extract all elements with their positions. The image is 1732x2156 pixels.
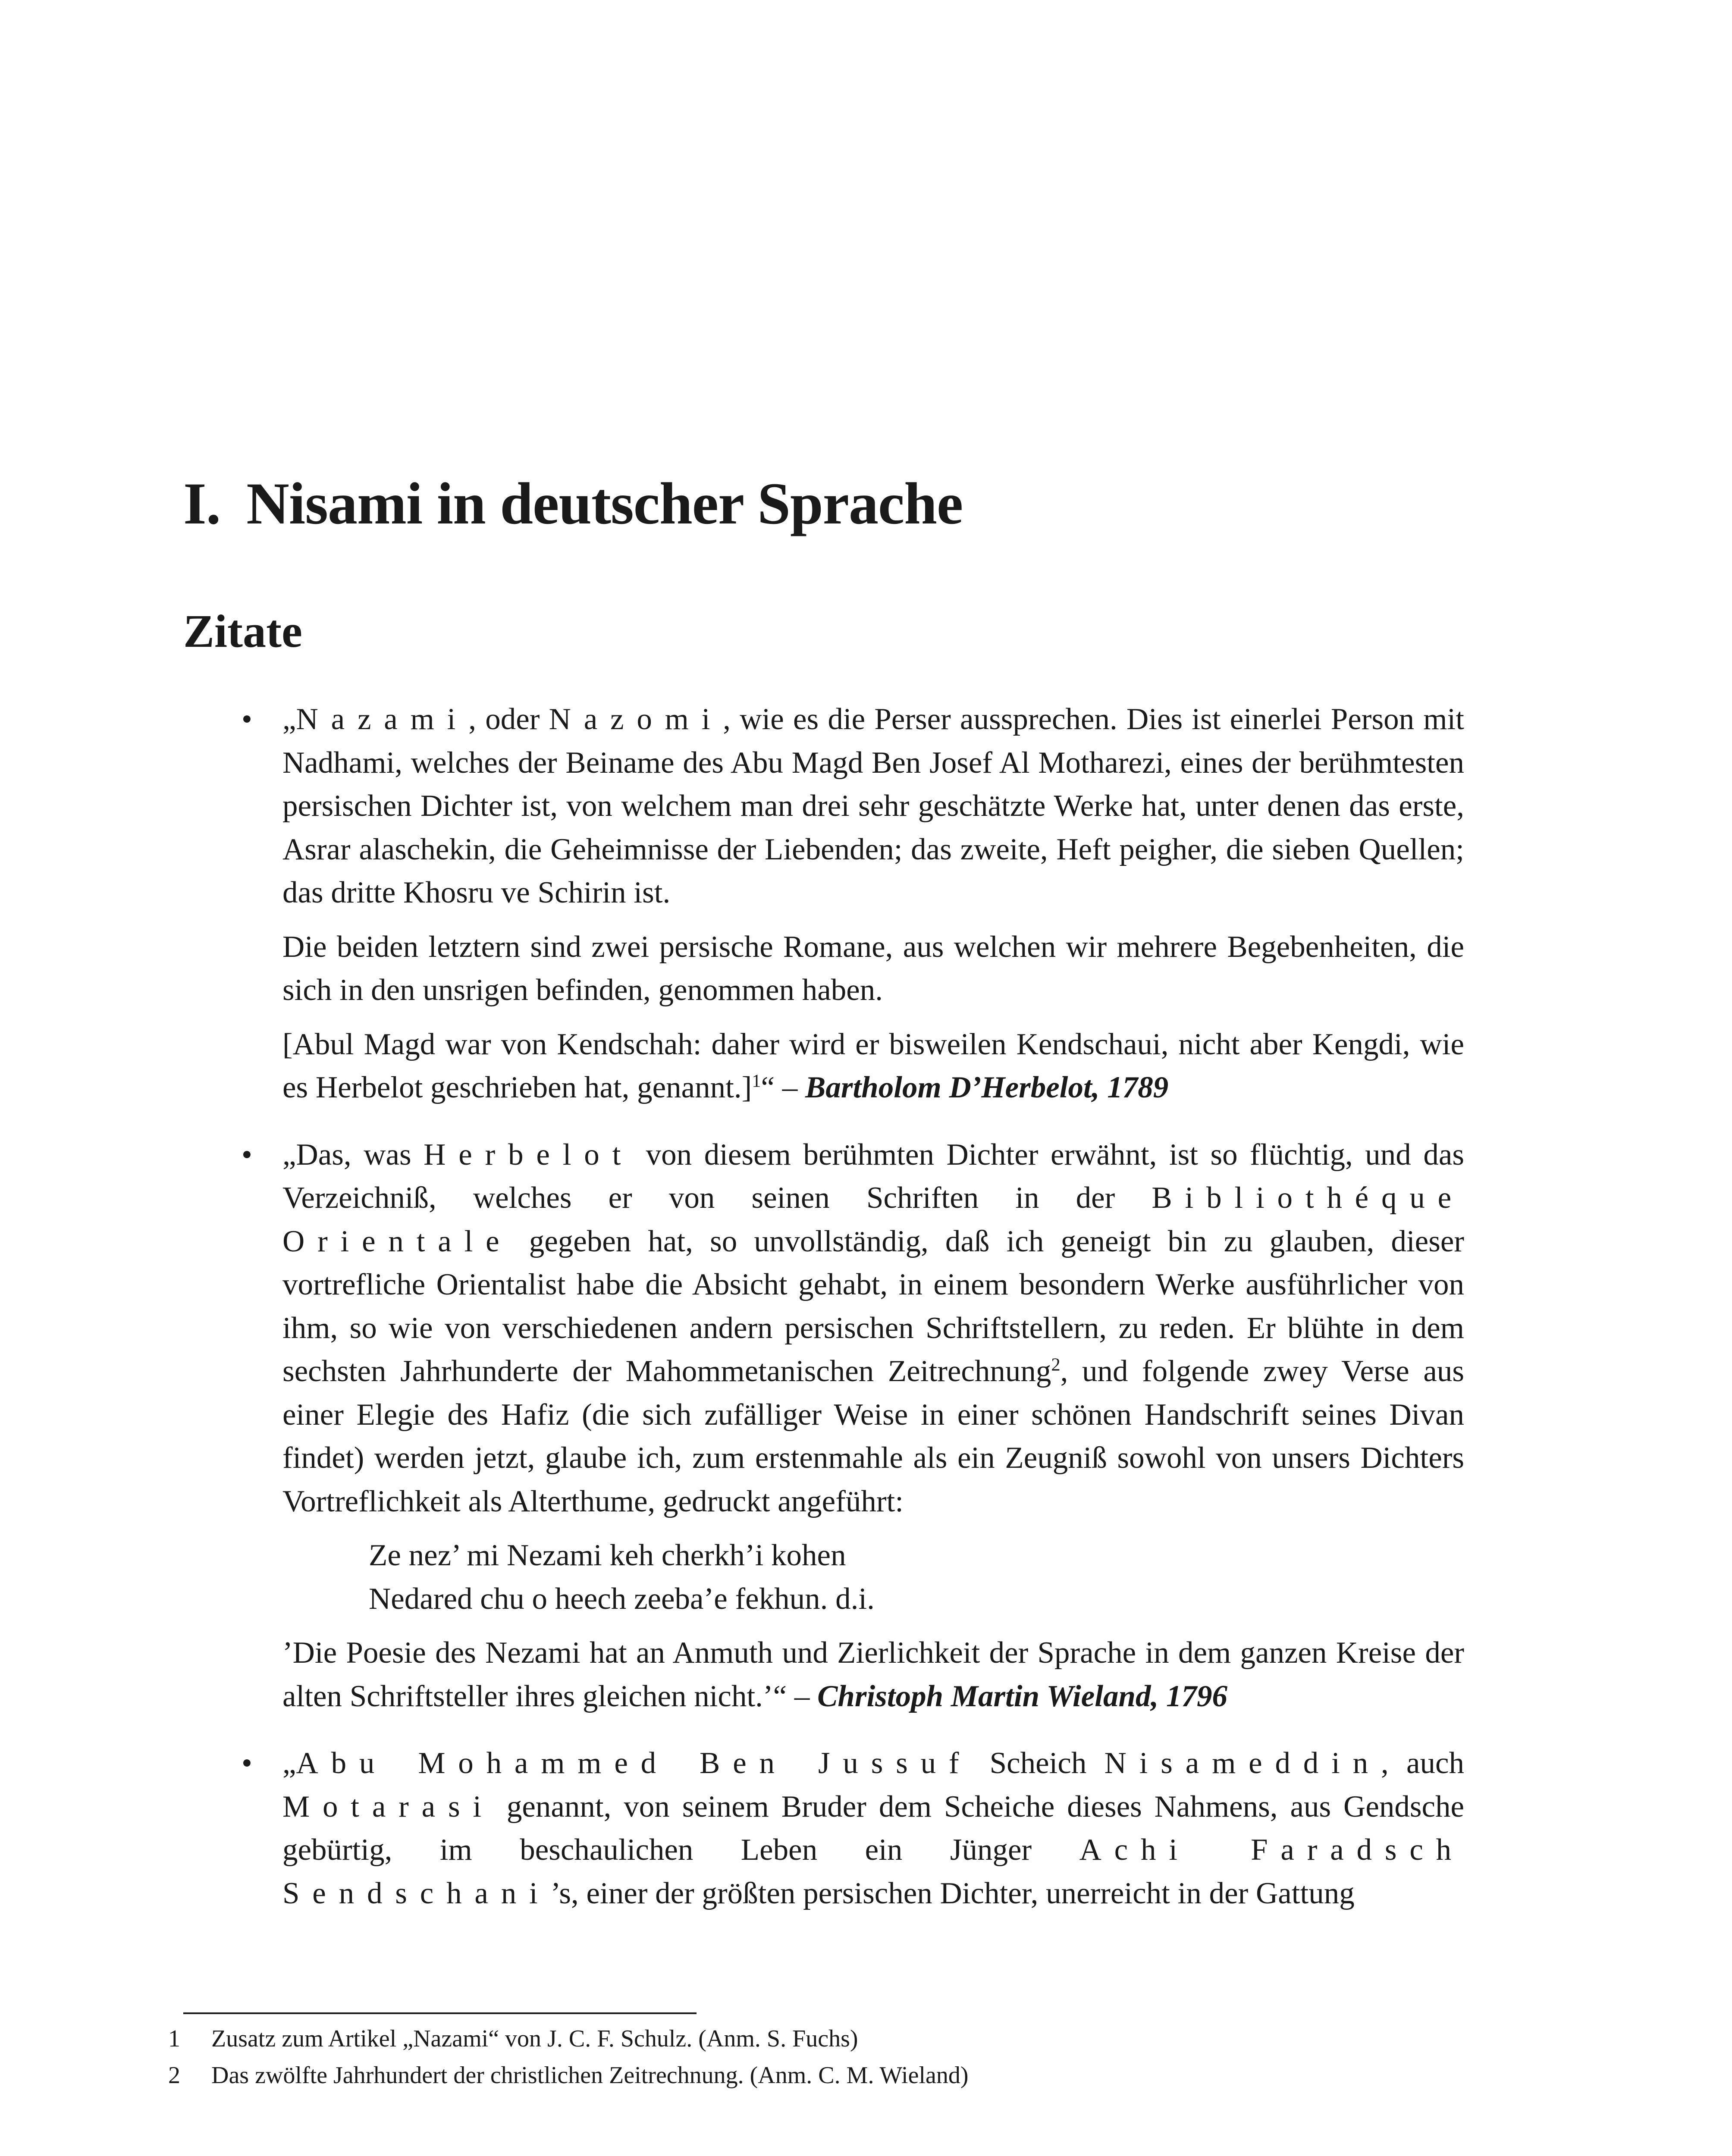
spaced-name: Herbelot [424, 1138, 634, 1172]
verse-line: Ze nez’ mi Nezami keh cherkh’i kohen [369, 1539, 846, 1572]
chapter-number: I. [183, 470, 221, 536]
spaced-name: Motarasi [282, 1789, 494, 1824]
footnote-text: Das zwölfte Jahrhundert der christlichen Zeitrechnung. (Anm. C. M. Wieland) [211, 2062, 969, 2089]
spaced-name: Nisameddin [1104, 1746, 1381, 1780]
verse-block [369, 1534, 1464, 1620]
quote-paragraph: „Das, was Herbelot von diesem berühmten Dichter erwähnt, ist so flüchtig, und das Verzeichniß, welches er von seinen Schriften in der Bibliothéque Orientale gegeben hat, so unvollständig, daß ich geneigt bin zu glauben, dieser vortrefliche Orientalist habe die Absicht gehabt, in einem besondern Werke ausführlicher von ihm, so wie von verschiedenen andern persischen Schriftstellern, zu reden. Er blühte in dem sechsten Jahrhunderte der Mahommetanischen Zeitrechnung$^2$, und folgende zwey Verse aus einer Elegie des Hafiz (die sich zufälliger Weise in einer schönen Handschrift seines Divan findet) werden jetzt, glaube ich, zum erstenmahle als ein Zeugniß sowohl von unsers Dichters Vortreflichkeit als Alterthume, gedruckt angeführt: [282, 1138, 1464, 1518]
footnote-ref: 2 [1051, 1354, 1061, 1375]
spaced-name: Nazomi [549, 702, 723, 736]
quote-paragraph: ’Die Poesie des Nezami hat an Anmuth und Zierlichkeit der Sprache in dem ganzen Kreise der alten Schriftsteller ihres gleichen nicht.’“ – Christoph Martin Wieland, 1796 [282, 1636, 1464, 1713]
spaced-name: Bibliothéque Orientale [282, 1181, 1464, 1258]
quote-item-herbelot [242, 698, 1464, 1109]
footnote-1 [168, 2021, 1462, 2056]
quote-paragraph: [Abul Magd war von Kendschah: daher wird er bisweilen Kendschaui, nicht aber Kengdi, wie es Herbelot geschrieben hat, genannt.]$^1$“ – Bartholom D’Herbelot, 1789 [282, 1027, 1464, 1104]
chapter-heading [183, 468, 963, 539]
spaced-name: Achi Faradsch Sendschani [282, 1833, 1464, 1910]
footnote-number: 1 [168, 2025, 180, 2052]
verse-line: Nedared chu o heech zeeba’e fekhun. d.i. [369, 1582, 875, 1616]
bullet: • [242, 1138, 252, 1172]
quote-paragraph: „Abu Mohammed Ben Jussuf Scheich Nisameddin, auch Motarasi genannt, von seinem Bruder dem Scheiche dieses Nahmens, aus Gendsche gebürtig, im beschaulichen Leben ein Jünger Achi Faradsch Sendschani’s, einer der größten persischen Dichter, unerreicht in der Gattung [282, 1746, 1464, 1910]
footnote-rule [183, 2012, 697, 2014]
quote-attribution: Bartholom D’Herbelot, 1789 [805, 1071, 1169, 1104]
footnote-2 [168, 2058, 1462, 2093]
quote-paragraph: „Nazami, oder Nazomi, wie es die Perser aussprechen. Dies ist einerlei Person mit Nadhami, welches der Beiname des Abu Magd Ben Josef Al Motharezi, eines der berühmtesten persischen Dichter ist, von welchem man drei sehr geschätzte Werke hat, unter denen das erste, Asrar alaschekin, die Geheimnisse der Liebenden; das zweite, Heft peigher, die sieben Quellen; das dritte Khosru ve Schirin ist. [282, 702, 1464, 909]
footnote-text: Zusatz zum Artikel „Nazami“ von J. C. F. Schulz. (Anm. S. Fuchs) [211, 2025, 858, 2052]
quote-item-nisameddin [242, 1742, 1464, 1915]
section-heading: Zitate [183, 606, 302, 657]
bullet: • [242, 1746, 252, 1780]
chapter-title: Nisami in deutscher Sprache [246, 470, 963, 536]
quote-paragraph: Die beiden letztern sind zwei persische Romane, aus welchen wir mehrere Begebenheiten, die sich in den unsrigen befinden, genommen haben. [282, 930, 1464, 1007]
footnote-ref: 1 [752, 1071, 761, 1091]
spaced-name: Abu Mohammed Ben Jussuf [296, 1746, 972, 1780]
spaced-name: Nazami [296, 702, 469, 736]
quote-item-wieland [242, 1133, 1464, 1718]
footnote-number: 2 [168, 2062, 180, 2089]
quote-attribution: Christoph Martin Wieland, 1796 [817, 1679, 1227, 1713]
quote-list [242, 698, 1464, 1915]
bullet: • [242, 702, 252, 736]
